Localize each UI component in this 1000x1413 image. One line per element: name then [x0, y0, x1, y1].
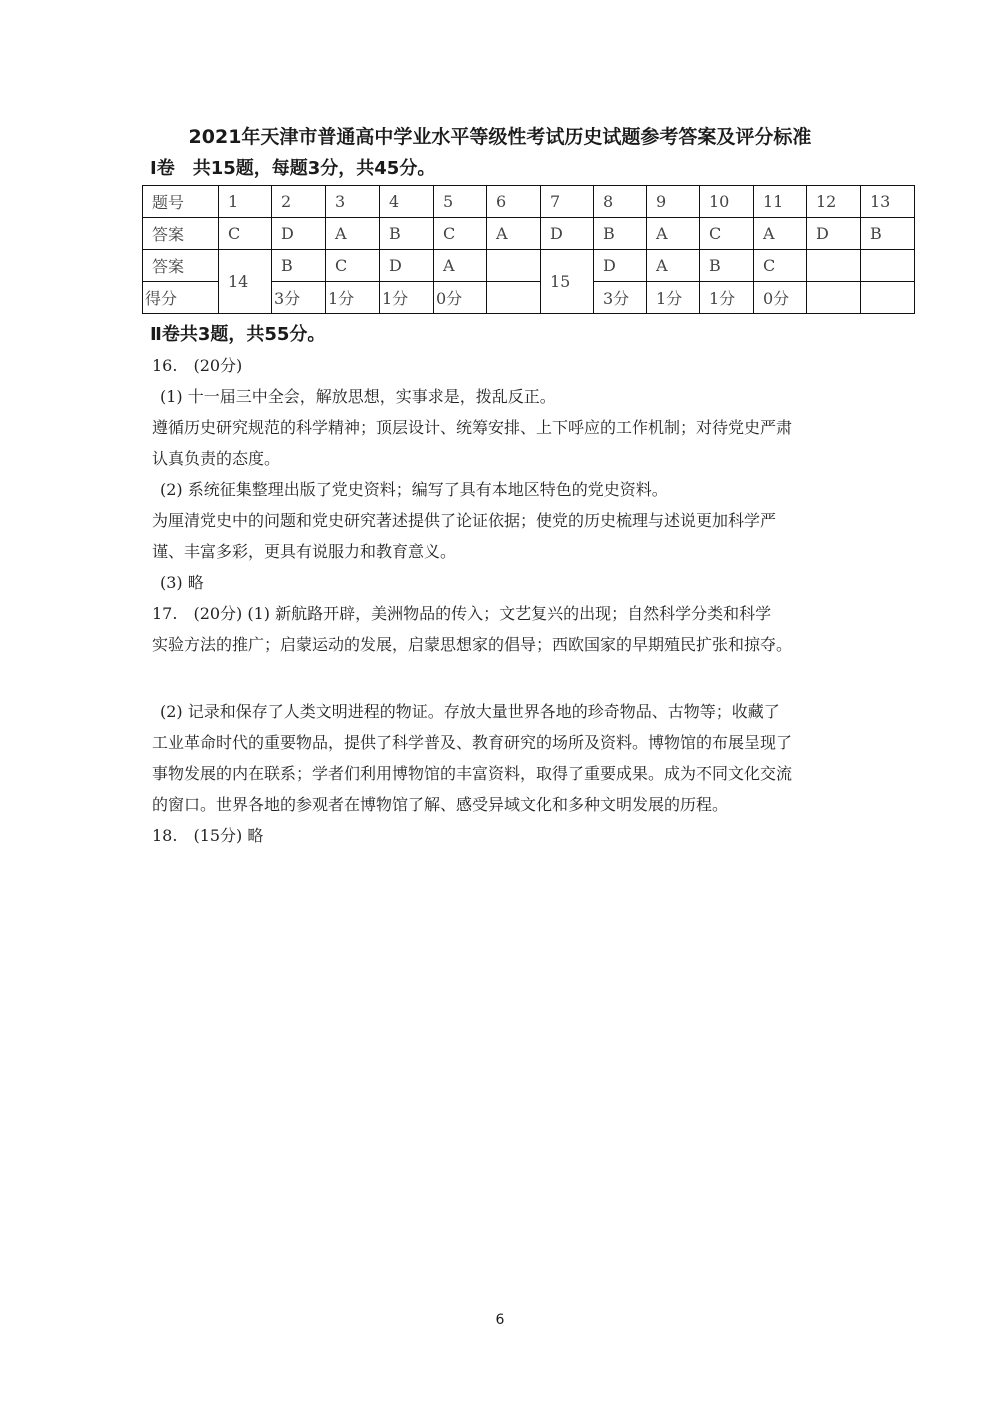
q17-answer-block [152, 696, 862, 851]
q15-answer-cell [861, 250, 915, 282]
page-number: 6 [495, 1312, 505, 1328]
q14-answer-cell: A [434, 250, 487, 282]
q14-score-cell: 0分 [434, 282, 487, 314]
q14-number-cell: 14 [219, 250, 272, 314]
q15-answer-cell: D [594, 250, 647, 282]
answer-cell: A [326, 218, 380, 250]
q15-score-cell [861, 282, 915, 314]
table-row-answer [143, 218, 915, 250]
number-cell: 13 [861, 186, 915, 218]
q15-answer-cell: A [647, 250, 700, 282]
answer-cell: C [434, 218, 487, 250]
q16-line: (1) 十一届三中全会，解放思想，实事求是，拨乱反正。 [160, 387, 556, 406]
answer-cell: A [647, 218, 700, 250]
row-header-number: 题号 [143, 186, 219, 218]
q17-line: 事物发展的内在联系；学者们利用博物馆的丰富资料，取得了重要成果。成为不同文化交流 [152, 764, 793, 783]
answer-cell: C [219, 218, 272, 250]
number-cell: 9 [647, 186, 700, 218]
number-cell: 4 [380, 186, 434, 218]
row-header-answer: 答案 [143, 250, 219, 282]
table-row-multi-answer [143, 250, 915, 282]
q14-score-cell: 1分 [326, 282, 380, 314]
answer-cell: A [487, 218, 541, 250]
q16-line: 为厘清党史中的问题和党史研究著述提供了论证依据；使党的历史梳理与述说更加科学严 [152, 511, 777, 530]
q15-answer-cell [807, 250, 861, 282]
answer-cell: D [272, 218, 326, 250]
q14-score-cell: 1分 [380, 282, 434, 314]
q14-answer-cell: D [380, 250, 434, 282]
answer-cell: D [541, 218, 594, 250]
q15-answer-cell: C [754, 250, 807, 282]
number-cell: 1 [219, 186, 272, 218]
number-cell: 11 [754, 186, 807, 218]
q17-line: 的窗口。世界各地的参观者在博物馆了解、感受异域文化和多种文明发展的历程。 [152, 795, 729, 814]
answer-cell: D [807, 218, 861, 250]
number-cell: 12 [807, 186, 861, 218]
q17-line: 实验方法的推广；启蒙运动的发展，启蒙思想家的倡导；西欧国家的早期殖民扩张和掠夺。 [152, 635, 793, 654]
q17-line: (2) 记录和保存了人类文明进程的物证。存放大量世界各地的珍奇物品、古物等；收藏了 [160, 702, 780, 721]
document-title: 2021年天津市普通高中学业水平等级性考试历史试题参考答案及评分标准 [188, 126, 812, 148]
part2-heading: Ⅱ卷共3题，共55分。 [150, 324, 326, 345]
number-cell: 7 [541, 186, 594, 218]
q15-score-cell: 3分 [594, 282, 647, 314]
row-header-answer: 答案 [143, 218, 219, 250]
q15-score-cell [807, 282, 861, 314]
part1-heading: Ⅰ卷 共15题，每题3分，共45分。 [150, 158, 436, 179]
answer-cell: C [700, 218, 754, 250]
number-cell: 2 [272, 186, 326, 218]
q14-answer-cell: B [272, 250, 326, 282]
q16-line: (3) 略 [160, 573, 204, 592]
q16-line: 遵循历史研究规范的科学精神；顶层设计、统筹安排、上下呼应的工作机制；对待党史严肃 [152, 418, 793, 437]
q15-score-cell: 1分 [700, 282, 754, 314]
q17-line: 17. (20分) (1) 新航路开辟，美洲物品的传入；文艺复兴的出现；自然科学分类和科学 [152, 604, 772, 623]
q14-score-cell [487, 282, 541, 314]
q15-score-cell: 1分 [647, 282, 700, 314]
q16-answer-block [152, 350, 862, 660]
table-row-number [143, 186, 915, 218]
answer-cell: A [754, 218, 807, 250]
q15-answer-cell: B [700, 250, 754, 282]
q14-score-cell: 3分 [272, 282, 326, 314]
q17-line: 工业革命时代的重要物品，提供了科学普及、教育研究的场所及资料。博物馆的布展呈现了 [152, 733, 793, 752]
row-header-score: 得分 [143, 282, 219, 314]
number-cell: 3 [326, 186, 380, 218]
q16-line: 认真负责的态度。 [152, 449, 281, 468]
q16-header: 16. (20分) [152, 356, 243, 375]
answer-cell: B [861, 218, 915, 250]
q15-score-cell: 0分 [754, 282, 807, 314]
number-cell: 8 [594, 186, 647, 218]
q16-line: 谨、丰富多彩，更具有说服力和教育意义。 [152, 542, 457, 561]
q16-line: (2) 系统征集整理出版了党史资料；编写了具有本地区特色的党史资料。 [160, 480, 668, 499]
answer-cell: B [380, 218, 434, 250]
q14-answer-cell [487, 250, 541, 282]
number-cell: 6 [487, 186, 541, 218]
number-cell: 5 [434, 186, 487, 218]
answer-table [142, 185, 915, 314]
q18-line: 18. (15分) 略 [152, 826, 264, 845]
q14-answer-cell: C [326, 250, 380, 282]
number-cell: 10 [700, 186, 754, 218]
q15-number-cell: 15 [541, 250, 594, 314]
answer-cell: B [594, 218, 647, 250]
